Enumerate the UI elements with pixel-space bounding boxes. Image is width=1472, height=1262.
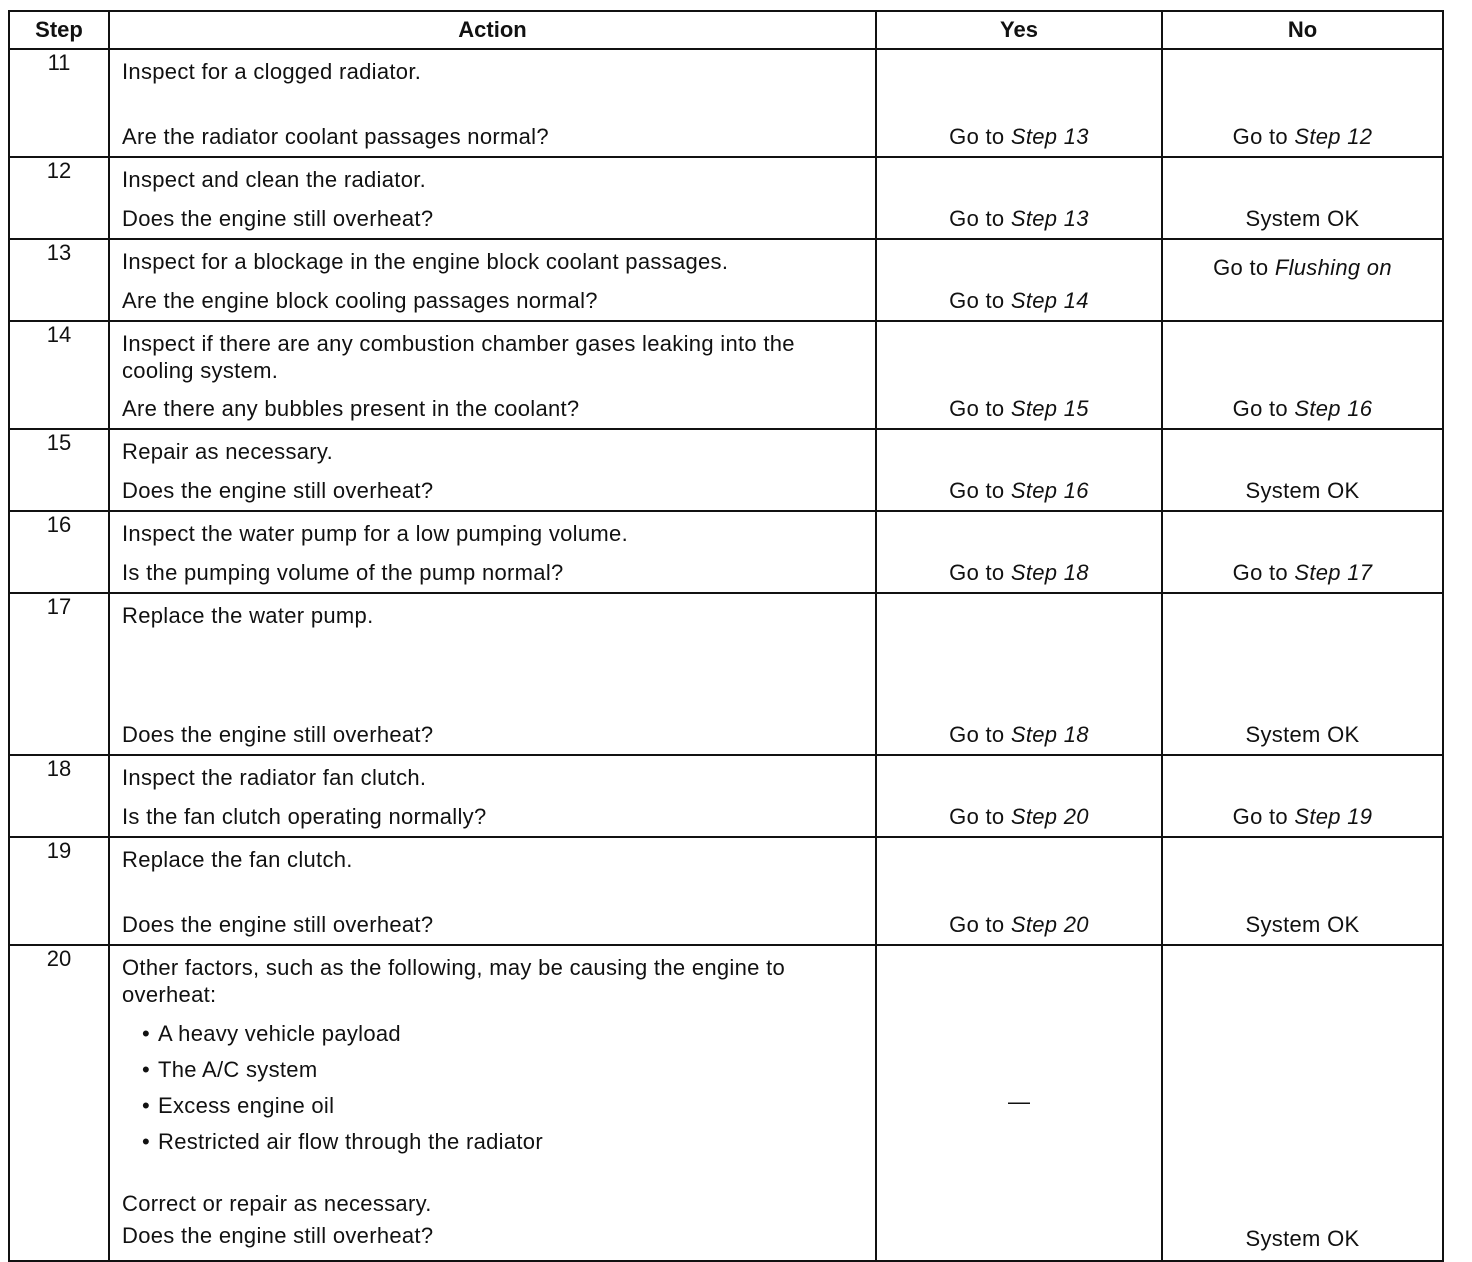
- no-prefix: Go to: [1232, 560, 1295, 585]
- bullet-icon: •: [141, 1093, 150, 1118]
- yes-step-link[interactable]: Step 18: [1010, 560, 1089, 585]
- no-result: [1163, 803, 1442, 830]
- action-cell: [109, 755, 876, 837]
- action-correct: Correct or repair as necessary.: [122, 1191, 432, 1216]
- action-closing: [122, 1188, 863, 1252]
- step-number: 16: [9, 511, 109, 593]
- table-row: [9, 321, 1443, 429]
- no-step-link[interactable]: Step 17: [1294, 560, 1373, 585]
- yes-result-dash: —: [1008, 1089, 1030, 1114]
- list-item-label: Restricted air flow through the radiator: [158, 1129, 543, 1154]
- action-cell: [109, 945, 876, 1261]
- list-item: [134, 1088, 543, 1124]
- table-row: [9, 511, 1443, 593]
- no-prefix: System OK: [1245, 722, 1360, 747]
- table-row: [9, 945, 1443, 1261]
- no-step-link[interactable]: Step 16: [1294, 396, 1373, 421]
- action-instruction: Inspect the water pump for a low pumping volume.: [122, 521, 628, 546]
- step-number: 18: [9, 755, 109, 837]
- action-cell: [109, 157, 876, 239]
- action-instruction: Repair as necessary.: [122, 439, 334, 464]
- yes-result: [877, 477, 1161, 504]
- no-result: [1163, 123, 1442, 150]
- header-yes: Yes: [876, 11, 1162, 49]
- bullet-icon: •: [141, 1021, 150, 1046]
- no-prefix: Go to: [1232, 124, 1295, 149]
- table-row: [9, 239, 1443, 321]
- yes-step-link[interactable]: Step 13: [1010, 206, 1089, 231]
- factor-list: [134, 1016, 543, 1160]
- action-question: Are the radiator coolant passages normal?: [122, 124, 549, 149]
- bullet-icon: •: [141, 1057, 150, 1082]
- yes-cell: [876, 755, 1162, 837]
- yes-prefix: Go to: [949, 804, 1011, 829]
- action-instruction: Inspect for a clogged radiator.: [122, 59, 422, 84]
- table-row: [9, 49, 1443, 157]
- table-body: [9, 49, 1443, 1261]
- yes-cell: [876, 945, 1162, 1261]
- step-number: 11: [9, 49, 109, 157]
- yes-prefix: Go to: [949, 478, 1011, 503]
- action-instruction: Replace the fan clutch.: [122, 847, 353, 872]
- list-item: [134, 1016, 543, 1052]
- no-cell: [1162, 511, 1443, 593]
- header-step: Step: [9, 11, 109, 49]
- yes-result: [877, 803, 1161, 830]
- yes-prefix: Go to: [949, 206, 1011, 231]
- no-cell: [1162, 593, 1443, 755]
- yes-result: [877, 123, 1161, 150]
- table-row: [9, 429, 1443, 511]
- yes-result: [877, 721, 1161, 748]
- yes-step-link[interactable]: Step 13: [1010, 124, 1089, 149]
- table-row: [9, 157, 1443, 239]
- action-cell: [109, 239, 876, 321]
- no-cell: [1162, 49, 1443, 157]
- header-no: No: [1162, 11, 1443, 49]
- yes-step-link[interactable]: Step 15: [1010, 396, 1089, 421]
- list-item-label: Excess engine oil: [158, 1093, 335, 1118]
- action-instruction: Inspect if there are any combustion chamber gases leaking into the cooling system.: [122, 331, 795, 383]
- yes-cell: [876, 239, 1162, 321]
- step-number: 14: [9, 321, 109, 429]
- action-cell: [109, 837, 876, 945]
- no-cell: [1162, 157, 1443, 239]
- yes-cell: [876, 321, 1162, 429]
- action-instruction: Inspect for a blockage in the engine block coolant passages.: [122, 249, 729, 274]
- list-item-label: A heavy vehicle payload: [158, 1021, 401, 1046]
- yes-prefix: Go to: [949, 124, 1011, 149]
- yes-cell: [876, 511, 1162, 593]
- action-question: Is the pumping volume of the pump normal?: [122, 560, 564, 585]
- step-number: 20: [9, 945, 109, 1261]
- step-number: 15: [9, 429, 109, 511]
- no-prefix: Go to: [1213, 255, 1275, 280]
- yes-result: [877, 559, 1161, 586]
- no-result: System OK: [1245, 1226, 1360, 1251]
- action-cell: [109, 511, 876, 593]
- action-cell: [109, 593, 876, 755]
- action-question: Does the engine still overheat?: [122, 722, 434, 747]
- action-cell: [109, 429, 876, 511]
- table-row: [9, 593, 1443, 755]
- no-prefix: System OK: [1245, 206, 1360, 231]
- action-instruction: Other factors, such as the following, may be causing the engine to overheat:: [122, 955, 786, 1007]
- yes-step-link[interactable]: Step 14: [1010, 288, 1089, 313]
- yes-prefix: Go to: [949, 396, 1011, 421]
- step-number: 12: [9, 157, 109, 239]
- no-result: [1163, 205, 1442, 232]
- no-result: [1163, 254, 1442, 281]
- yes-cell: [876, 157, 1162, 239]
- yes-step-link[interactable]: Step 18: [1010, 722, 1089, 747]
- yes-cell: [876, 49, 1162, 157]
- action-question: Does the engine still overheat?: [122, 478, 434, 503]
- action-question: Is the fan clutch operating normally?: [122, 804, 487, 829]
- no-result: [1163, 721, 1442, 748]
- no-prefix: System OK: [1245, 478, 1360, 503]
- no-cell: [1162, 837, 1443, 945]
- yes-result: [877, 287, 1161, 314]
- no-cell: [1162, 755, 1443, 837]
- step-number: 13: [9, 239, 109, 321]
- no-prefix: System OK: [1245, 912, 1360, 937]
- no-prefix: Go to: [1232, 804, 1295, 829]
- yes-step-link[interactable]: Step 20: [1010, 912, 1089, 937]
- step-number: 19: [9, 837, 109, 945]
- no-result: [1163, 911, 1442, 938]
- yes-result: [877, 395, 1161, 422]
- action-instruction: Inspect the radiator fan clutch.: [122, 765, 427, 790]
- table-row: [9, 837, 1443, 945]
- header-action: Action: [109, 11, 876, 49]
- no-result: [1163, 559, 1442, 586]
- header-row: [9, 11, 1443, 49]
- action-cell: [109, 321, 876, 429]
- no-flushing-link[interactable]: Flushing on: [1274, 255, 1392, 280]
- step-number: 17: [9, 593, 109, 755]
- no-result: [1163, 477, 1442, 504]
- yes-prefix: Go to: [949, 912, 1011, 937]
- list-item: [134, 1052, 543, 1088]
- no-cell: [1162, 321, 1443, 429]
- yes-step-link[interactable]: Step 16: [1010, 478, 1089, 503]
- no-result: [1163, 395, 1442, 422]
- no-step-link[interactable]: Step 12: [1294, 124, 1373, 149]
- yes-cell: [876, 429, 1162, 511]
- yes-cell: [876, 837, 1162, 945]
- yes-result: [877, 205, 1161, 232]
- no-cell: [1162, 945, 1443, 1261]
- yes-prefix: Go to: [949, 722, 1011, 747]
- no-cell: [1162, 429, 1443, 511]
- yes-result: [877, 911, 1161, 938]
- list-item-label: The A/C system: [158, 1057, 318, 1082]
- list-item: [134, 1124, 543, 1160]
- action-cell: [109, 49, 876, 157]
- no-cell: [1162, 239, 1443, 321]
- yes-step-link[interactable]: Step 20: [1010, 804, 1089, 829]
- action-question: Does the engine still overheat?: [122, 206, 434, 231]
- no-prefix: Go to: [1232, 396, 1295, 421]
- bullet-icon: •: [141, 1129, 150, 1154]
- action-question: Does the engine still overheat?: [122, 912, 434, 937]
- action-question: Are the engine block cooling passages normal?: [122, 288, 598, 313]
- table-row: [9, 755, 1443, 837]
- action-question: Does the engine still overheat?: [122, 1223, 434, 1248]
- diagnostic-table: [8, 10, 1444, 1262]
- yes-cell: [876, 593, 1162, 755]
- action-instruction: Replace the water pump.: [122, 603, 374, 628]
- action-question: Are there any bubbles present in the coolant?: [122, 396, 580, 421]
- action-instruction: Inspect and clean the radiator.: [122, 167, 427, 192]
- no-step-link[interactable]: Step 19: [1294, 804, 1373, 829]
- yes-prefix: Go to: [949, 288, 1011, 313]
- yes-prefix: Go to: [949, 560, 1011, 585]
